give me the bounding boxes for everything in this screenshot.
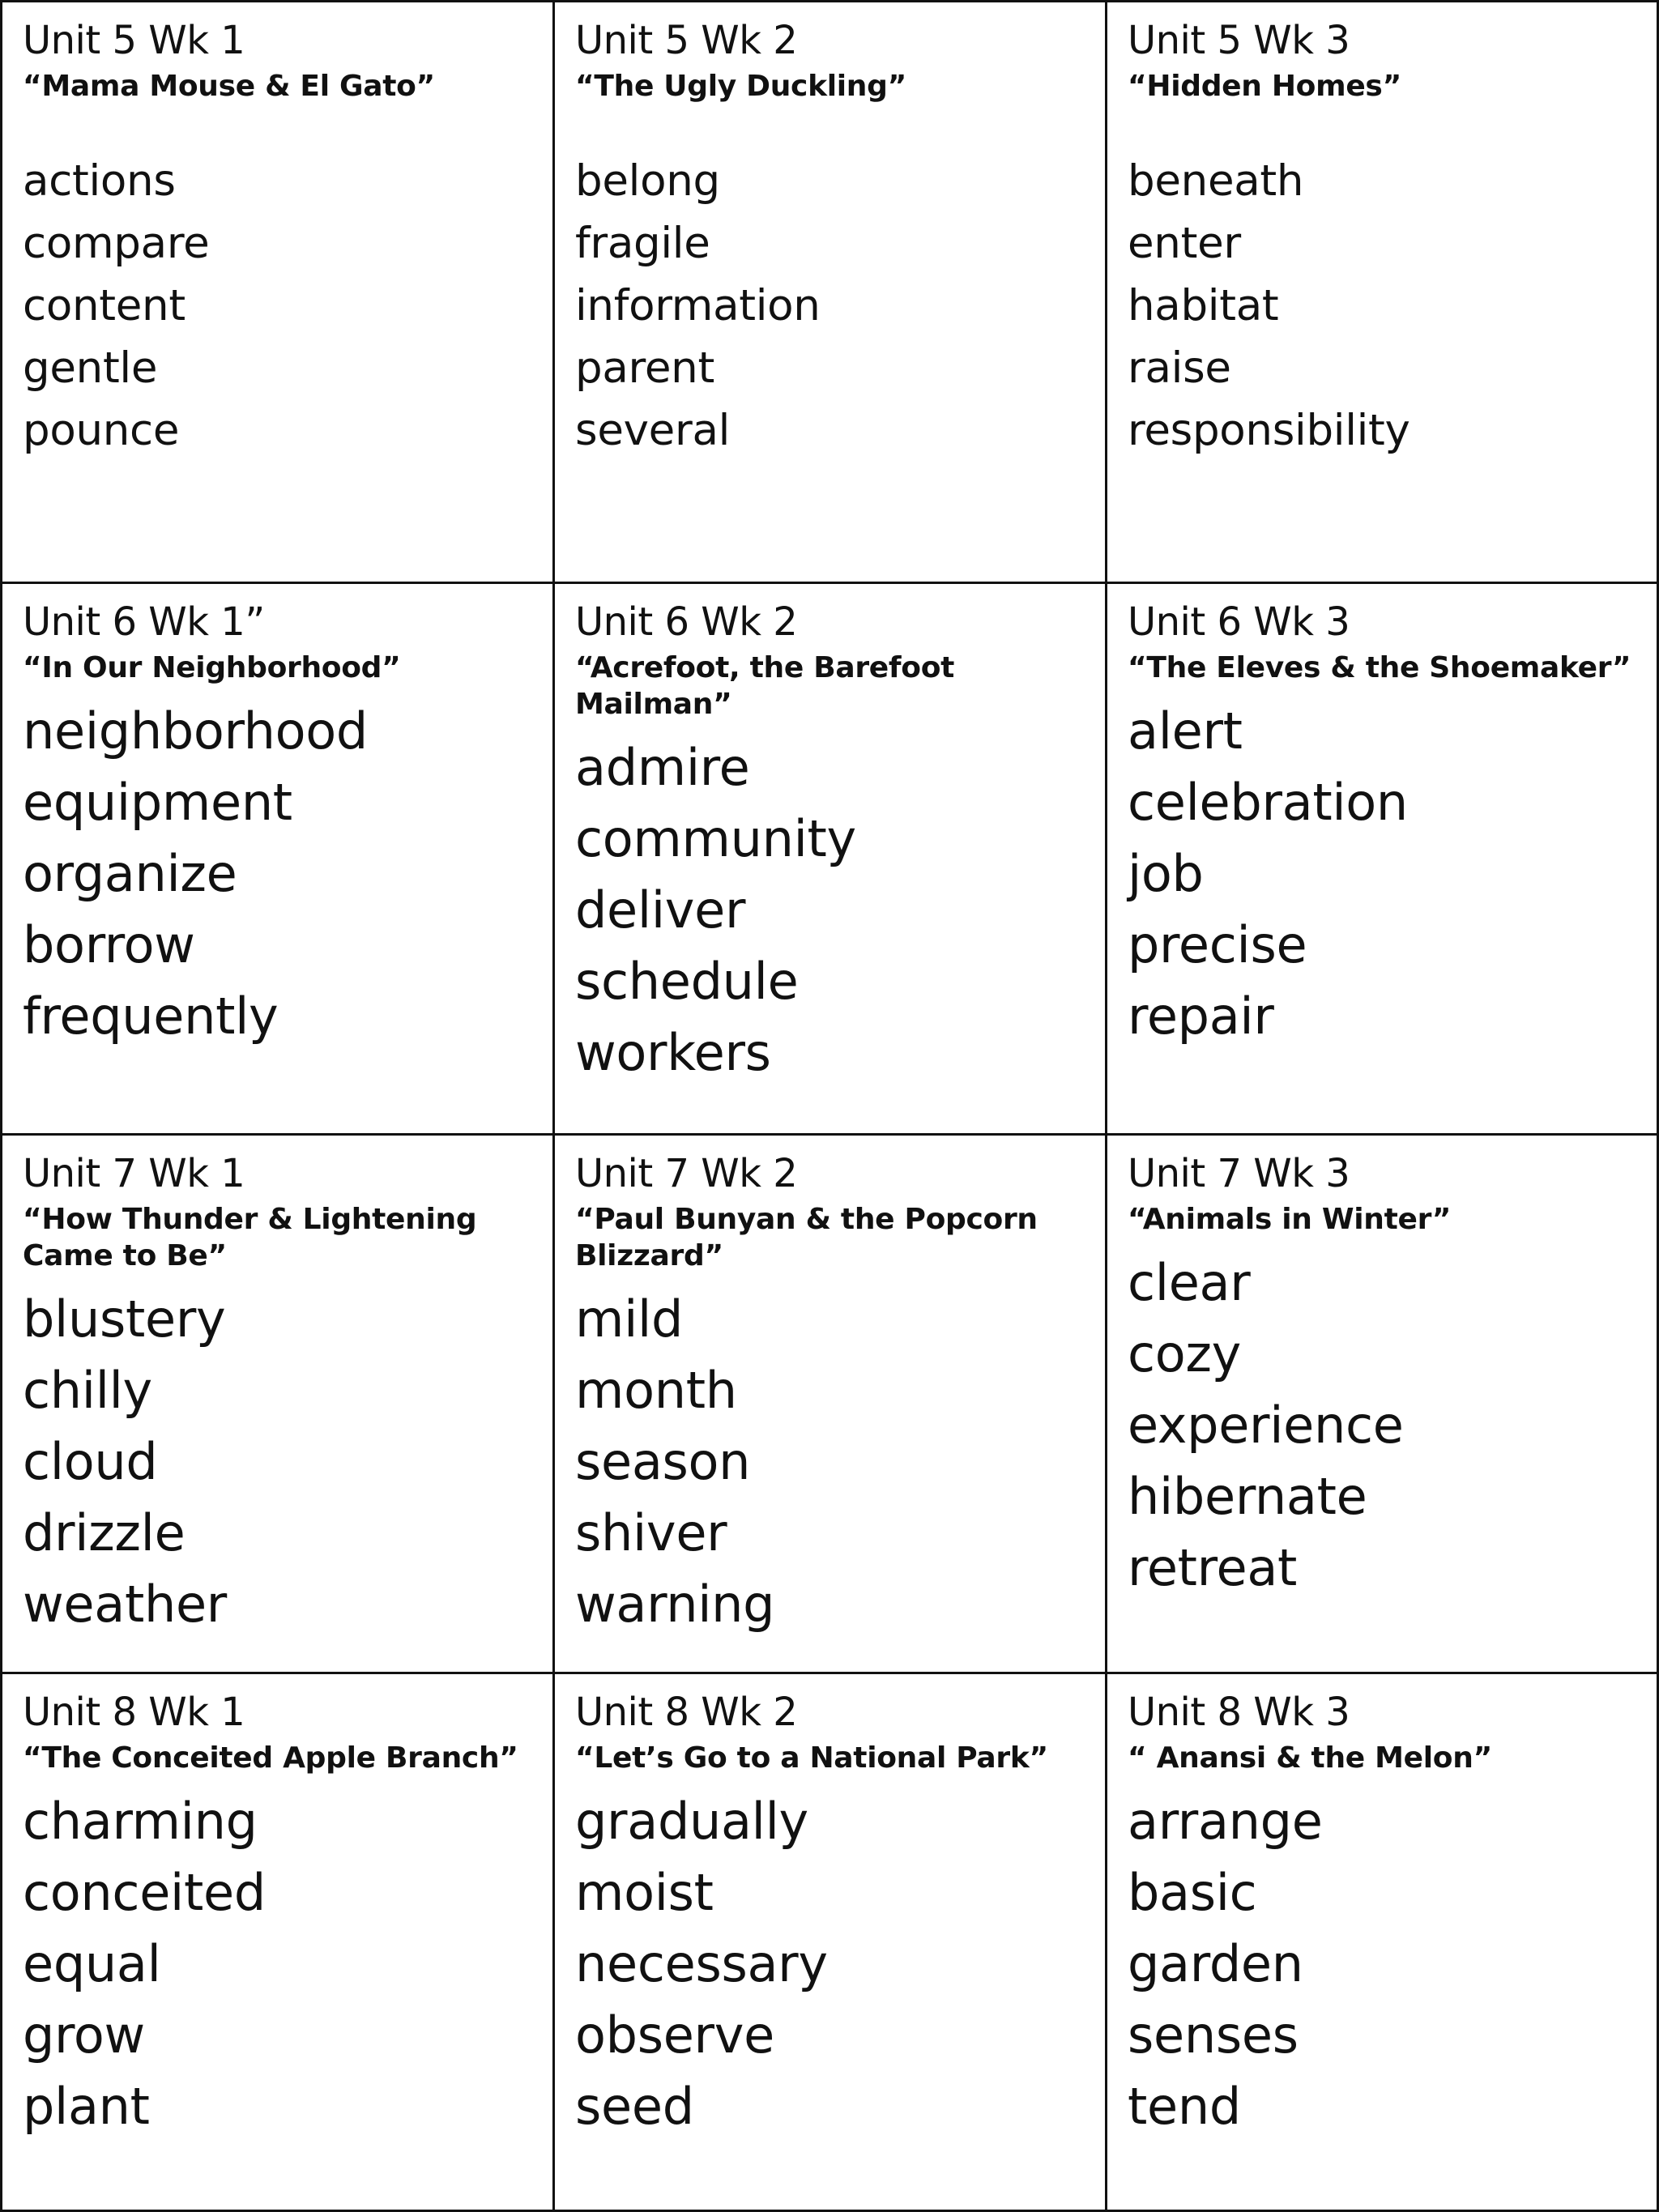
vocabulary-word: habitat — [1128, 281, 1279, 330]
vocabulary-word: actions — [23, 156, 176, 206]
vocabulary-word: celebration — [1128, 773, 1408, 832]
unit-week-heading: Unit 6 Wk 1” — [23, 599, 265, 645]
vocabulary-word: frequently — [23, 987, 279, 1046]
unit-week-heading: Unit 5 Wk 1 — [23, 18, 245, 63]
unit-8-week-3-cell — [1107, 1674, 1657, 2210]
vocabulary-word: pounce — [23, 406, 180, 455]
vocabulary-word: experience — [1128, 1396, 1404, 1455]
vocabulary-list — [1128, 1786, 1637, 2142]
vocabulary-word: equipment — [23, 773, 292, 832]
vocabulary-word: basic — [1128, 1863, 1257, 1922]
vocabulary-word: organize — [23, 844, 237, 903]
story-title: “The Conceited Apple Branch” — [23, 1741, 518, 1775]
unit-5-week-1-cell — [2, 2, 555, 584]
vocabulary-word: neighborhood — [23, 701, 368, 761]
unit-week-heading: Unit 7 Wk 2 — [575, 1151, 798, 1196]
vocabulary-word: retreat — [1128, 1538, 1298, 1597]
unit-8-week-1-cell — [2, 1674, 555, 2210]
vocabulary-word: equal — [23, 1934, 161, 1993]
story-title: “Acrefoot, the Barefoot Mailman” — [575, 651, 955, 721]
story-title: “How Thunder & Lightening Came to Be” — [23, 1203, 477, 1272]
vocabulary-list — [1128, 1247, 1637, 1604]
unit-week-heading: Unit 8 Wk 2 — [575, 1690, 798, 1735]
vocabulary-word: observe — [575, 2005, 774, 2065]
unit-week-heading: Unit 6 Wk 2 — [575, 599, 798, 645]
vocabulary-word: content — [23, 281, 186, 330]
vocabulary-word: warning — [575, 1575, 775, 1634]
vocabulary-list — [575, 1284, 1085, 1640]
story-title: “Paul Bunyan & the Popcorn Blizzard” — [575, 1203, 1038, 1272]
story-title: “Animals in Winter” — [1128, 1203, 1452, 1236]
story-title: “In Our Neighborhood” — [23, 651, 401, 684]
unit-week-heading: Unit 7 Wk 3 — [1128, 1151, 1350, 1196]
vocabulary-word: necessary — [575, 1934, 828, 1993]
vocabulary-word: compare — [23, 219, 210, 268]
vocabulary-word: cloud — [23, 1432, 158, 1491]
vocabulary-word: weather — [23, 1575, 227, 1634]
vocabulary-word: community — [575, 809, 856, 868]
vocabulary-word: conceited — [23, 1863, 266, 1922]
vocabulary-word: repair — [1128, 987, 1274, 1046]
vocabulary-list — [23, 696, 533, 1052]
vocabulary-word: moist — [575, 1863, 714, 1922]
vocabulary-word: season — [575, 1432, 751, 1491]
vocabulary-word: schedule — [575, 952, 799, 1011]
vocabulary-word: precise — [1128, 915, 1307, 974]
unit-5-week-3-cell — [1107, 2, 1657, 584]
story-title: “ Anansi & the Melon” — [1128, 1741, 1492, 1775]
unit-week-heading: Unit 5 Wk 3 — [1128, 18, 1350, 63]
vocabulary-word: fragile — [575, 219, 710, 268]
unit-week-heading: Unit 7 Wk 1 — [23, 1151, 245, 1196]
vocabulary-word: gradually — [575, 1792, 808, 1851]
vocabulary-word: workers — [575, 1023, 771, 1082]
vocabulary-word: deliver — [575, 880, 746, 940]
unit-7-week-3-cell — [1107, 1136, 1657, 1674]
vocabulary-word: enter — [1128, 219, 1241, 268]
vocabulary-word: shiver — [575, 1503, 727, 1562]
unit-7-week-1-cell — [2, 1136, 555, 1674]
vocabulary-word: drizzle — [23, 1503, 186, 1562]
unit-week-heading: Unit 5 Wk 2 — [575, 18, 798, 63]
vocabulary-list — [1128, 150, 1637, 462]
vocabulary-word: raise — [1128, 343, 1231, 393]
vocabulary-word: information — [575, 281, 821, 330]
story-title: “Let’s Go to a National Park” — [575, 1741, 1048, 1775]
unit-week-heading: Unit 8 Wk 3 — [1128, 1690, 1350, 1735]
vocabulary-word: clear — [1128, 1253, 1251, 1312]
unit-5-week-2-cell — [555, 2, 1107, 584]
vocabulary-list — [575, 1786, 1085, 2142]
vocabulary-word: tend — [1128, 2077, 1241, 2136]
unit-week-heading: Unit 8 Wk 1 — [23, 1690, 245, 1735]
vocabulary-list — [575, 732, 1085, 1089]
vocabulary-word: plant — [23, 2077, 150, 2136]
vocabulary-word: responsibility — [1128, 406, 1410, 455]
unit-8-week-2-cell — [555, 1674, 1107, 2210]
unit-6-week-3-cell — [1107, 584, 1657, 1136]
vocabulary-word: charming — [23, 1792, 258, 1851]
vocabulary-word: month — [575, 1361, 737, 1420]
story-title: “The Ugly Duckling” — [575, 70, 906, 103]
vocabulary-word: blustery — [23, 1289, 226, 1349]
vocabulary-word: borrow — [23, 915, 195, 974]
vocabulary-word: gentle — [23, 343, 158, 393]
vocabulary-list — [575, 150, 1085, 462]
vocabulary-list — [23, 150, 533, 462]
vocabulary-word: arrange — [1128, 1792, 1323, 1851]
vocabulary-word: job — [1128, 844, 1204, 903]
vocabulary-word: hibernate — [1128, 1467, 1367, 1526]
story-title: “Mama Mouse & El Gato” — [23, 70, 435, 103]
vocabulary-word: admire — [575, 738, 750, 797]
story-title: “The Eleves & the Shoemaker” — [1128, 651, 1631, 684]
vocabulary-word: mild — [575, 1289, 684, 1349]
vocabulary-word: chilly — [23, 1361, 152, 1420]
unit-week-heading: Unit 6 Wk 3 — [1128, 599, 1350, 645]
vocabulary-word: senses — [1128, 2005, 1299, 2065]
story-title: “Hidden Homes” — [1128, 70, 1401, 103]
vocabulary-word: belong — [575, 156, 720, 206]
vocabulary-list — [1128, 696, 1637, 1052]
vocabulary-word: garden — [1128, 1934, 1303, 1993]
vocabulary-word: beneath — [1128, 156, 1304, 206]
unit-7-week-2-cell — [555, 1136, 1107, 1674]
vocabulary-word: alert — [1128, 701, 1243, 761]
unit-6-week-2-cell — [555, 584, 1107, 1136]
vocabulary-word: cozy — [1128, 1324, 1242, 1383]
vocabulary-word: grow — [23, 2005, 145, 2065]
vocabulary-word: parent — [575, 343, 714, 393]
vocabulary-list — [23, 1786, 533, 2142]
unit-6-week-1-cell — [2, 584, 555, 1136]
vocabulary-list — [23, 1284, 533, 1640]
vocabulary-word: seed — [575, 2077, 694, 2136]
vocabulary-word: several — [575, 406, 731, 455]
